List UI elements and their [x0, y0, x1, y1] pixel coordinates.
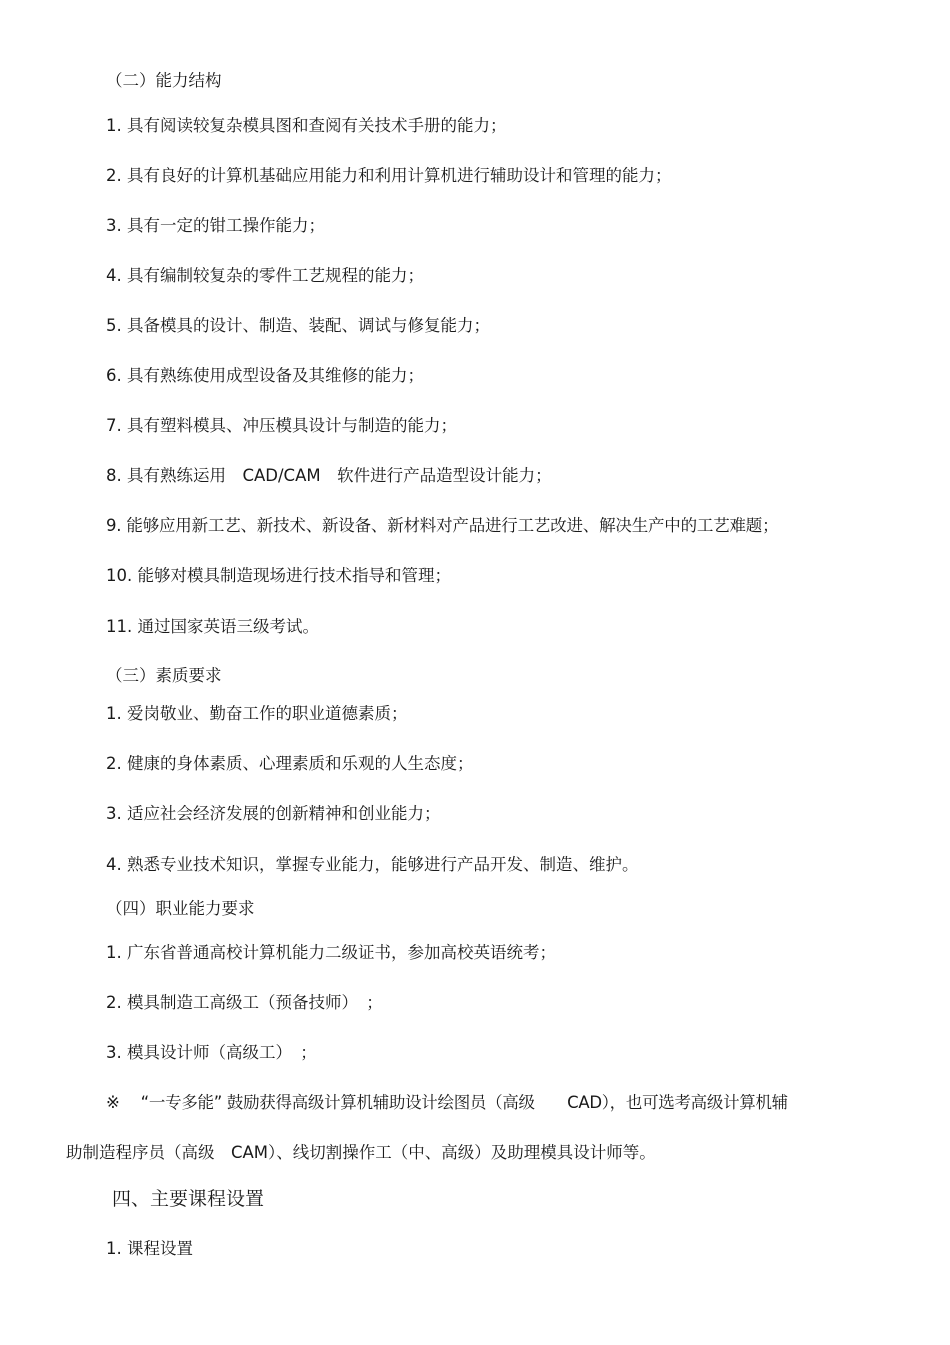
section-2-heading: （二）能力结构	[106, 71, 222, 90]
section-4-heading: （四）职业能力要求	[106, 899, 255, 918]
ability-item-2: 2. 具有良好的计算机基础应用能力和利用计算机进行辅助设计和管理的能力；	[106, 166, 672, 185]
ability-item-1: 1. 具有阅读较复杂模具图和查阅有关技术手册的能力；	[106, 116, 507, 135]
ability-item-10: 10. 能够对模具制造现场进行技术指导和管理；	[106, 566, 451, 585]
vocational-item-3: 3. 模具设计师（高级工） ；	[106, 1043, 317, 1062]
ability-item-9: 9. 能够应用新工艺、新技术、新设备、新材料对产品进行工艺改进、解决生产中的工艺难题；	[106, 516, 779, 535]
vocational-item-2: 2. 模具制造工高级工（预备技师） ；	[106, 993, 383, 1012]
note-line-1: ※ “一专多能” 鼓励获得高级计算机辅助设计绘图员（高级 CAD），也可选考高级计算机辅	[106, 1093, 788, 1112]
note-line-2: 助制造程序员（高级 CAM）、线切割操作工（中、高级）及助理模具设计师等。	[66, 1143, 656, 1162]
course-setting-item: 1. 课程设置	[106, 1239, 193, 1258]
ability-item-11: 11. 通过国家英语三级考试。	[106, 617, 319, 636]
ability-item-5: 5. 具备模具的设计、制造、装配、调试与修复能力；	[106, 316, 490, 335]
quality-item-4: 4. 熟悉专业技术知识，掌握专业能力，能够进行产品开发、制造、维护。	[106, 855, 639, 874]
chapter-4-heading: 四、主要课程设置	[112, 1188, 265, 1210]
ability-item-4: 4. 具有编制较复杂的零件工艺规程的能力；	[106, 266, 424, 285]
ability-item-6: 6. 具有熟练使用成型设备及其维修的能力；	[106, 366, 424, 385]
quality-item-3: 3. 适应社会经济发展的创新精神和创业能力；	[106, 804, 441, 823]
ability-item-7: 7. 具有塑料模具、冲压模具设计与制造的能力；	[106, 416, 457, 435]
quality-item-1: 1. 爱岗敬业、勤奋工作的职业道德素质；	[106, 704, 408, 723]
section-3-heading: （三）素质要求	[106, 666, 222, 685]
ability-item-8: 8. 具有熟练运用 CAD/CAM 软件进行产品造型设计能力；	[106, 466, 552, 485]
vocational-item-1: 1. 广东省普通高校计算机能力二级证书，参加高校英语统考；	[106, 943, 556, 962]
quality-item-2: 2. 健康的身体素质、心理素质和乐观的人生态度；	[106, 754, 474, 773]
ability-item-3: 3. 具有一定的钳工操作能力；	[106, 216, 325, 235]
